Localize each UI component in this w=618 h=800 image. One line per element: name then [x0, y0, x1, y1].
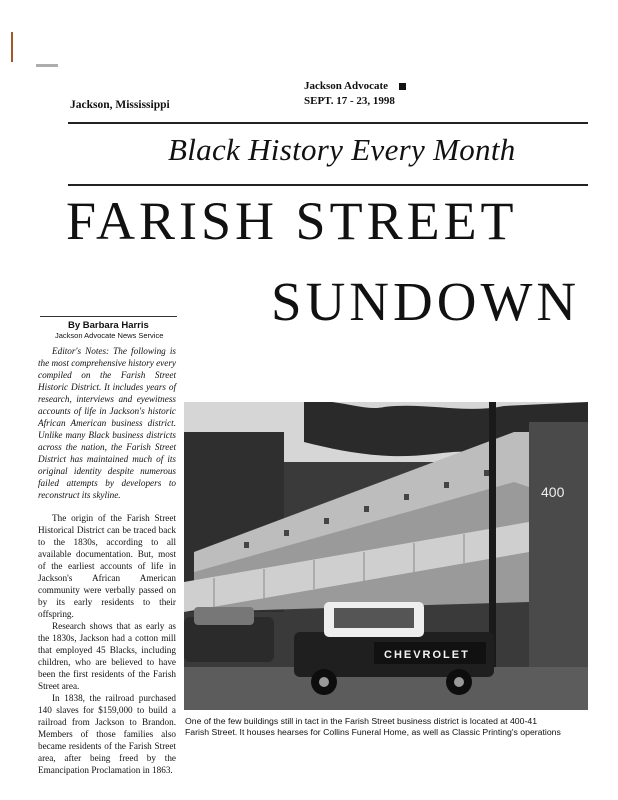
- building-number: 400: [541, 484, 565, 500]
- publication-date: SEPT. 17 - 23, 1998: [304, 95, 395, 107]
- square-bullet-icon: [399, 83, 406, 90]
- building-photo: [184, 402, 588, 710]
- headline-line-1: FARISH STREET: [66, 191, 518, 251]
- byline-rule: [40, 316, 177, 317]
- editor-note: Editor's Notes: The following is the most comprehensive history every compiled on the Farish Street Historic District. It includes years of research, interviews and eyewitness accounts of life in Jackson's historic African American business district. Unlike many Black business districts across the nation, the Farish Street District has maintained much of its original identity despite numerous failed attempts by developers to reconstruct its skyline.: [38, 346, 176, 500]
- body-paragraph: The origin of the Farish Street Historical District can be traced back to the 1830s, according to all available documentation. But, most of the earliest accounts of life in Jackson's African American community were verbally passed on by its early residents to their offspring.: [38, 513, 176, 619]
- headline-line-2: SUNDOWN: [271, 271, 581, 332]
- body-paragraph: Research shows that as early as the 1830s, Jackson had a cotton mill that employed 45 Blacks, including children, who are believed to have been the first residents of the Farish Street area.: [38, 621, 176, 691]
- dateline-location: Jackson, Mississippi: [70, 99, 170, 111]
- series-bottom-rule: [68, 184, 588, 186]
- scan-mark: [11, 32, 13, 62]
- truck-tailgate-text: CHEVROLET: [384, 649, 470, 661]
- caption-line: Farish Street. It houses hearses for Collins Funeral Home, as well as Classic Printing's operations: [185, 727, 561, 737]
- body-paragraph: In 1838, the railroad purchased 140 slaves for $159,000 to build a railroad from Jackson to Brandon. Members of those families also became residents of the Farish Street area, after being freed by the Emancipation Proclamation in 1863.: [38, 693, 176, 775]
- series-title: Black History Every Month: [168, 132, 516, 167]
- top-rule: [68, 122, 588, 124]
- caption-line: One of the few buildings still in tact in the Farish Street business district is located at 400-41: [185, 716, 538, 726]
- publication-name: Jackson Advocate: [304, 80, 389, 92]
- photo-caption: [185, 716, 590, 738]
- byline-service: Jackson Advocate News Service: [55, 331, 164, 340]
- byline-author: By Barbara Harris: [68, 320, 149, 331]
- article-body: [38, 512, 176, 776]
- scan-smudge: [36, 64, 58, 67]
